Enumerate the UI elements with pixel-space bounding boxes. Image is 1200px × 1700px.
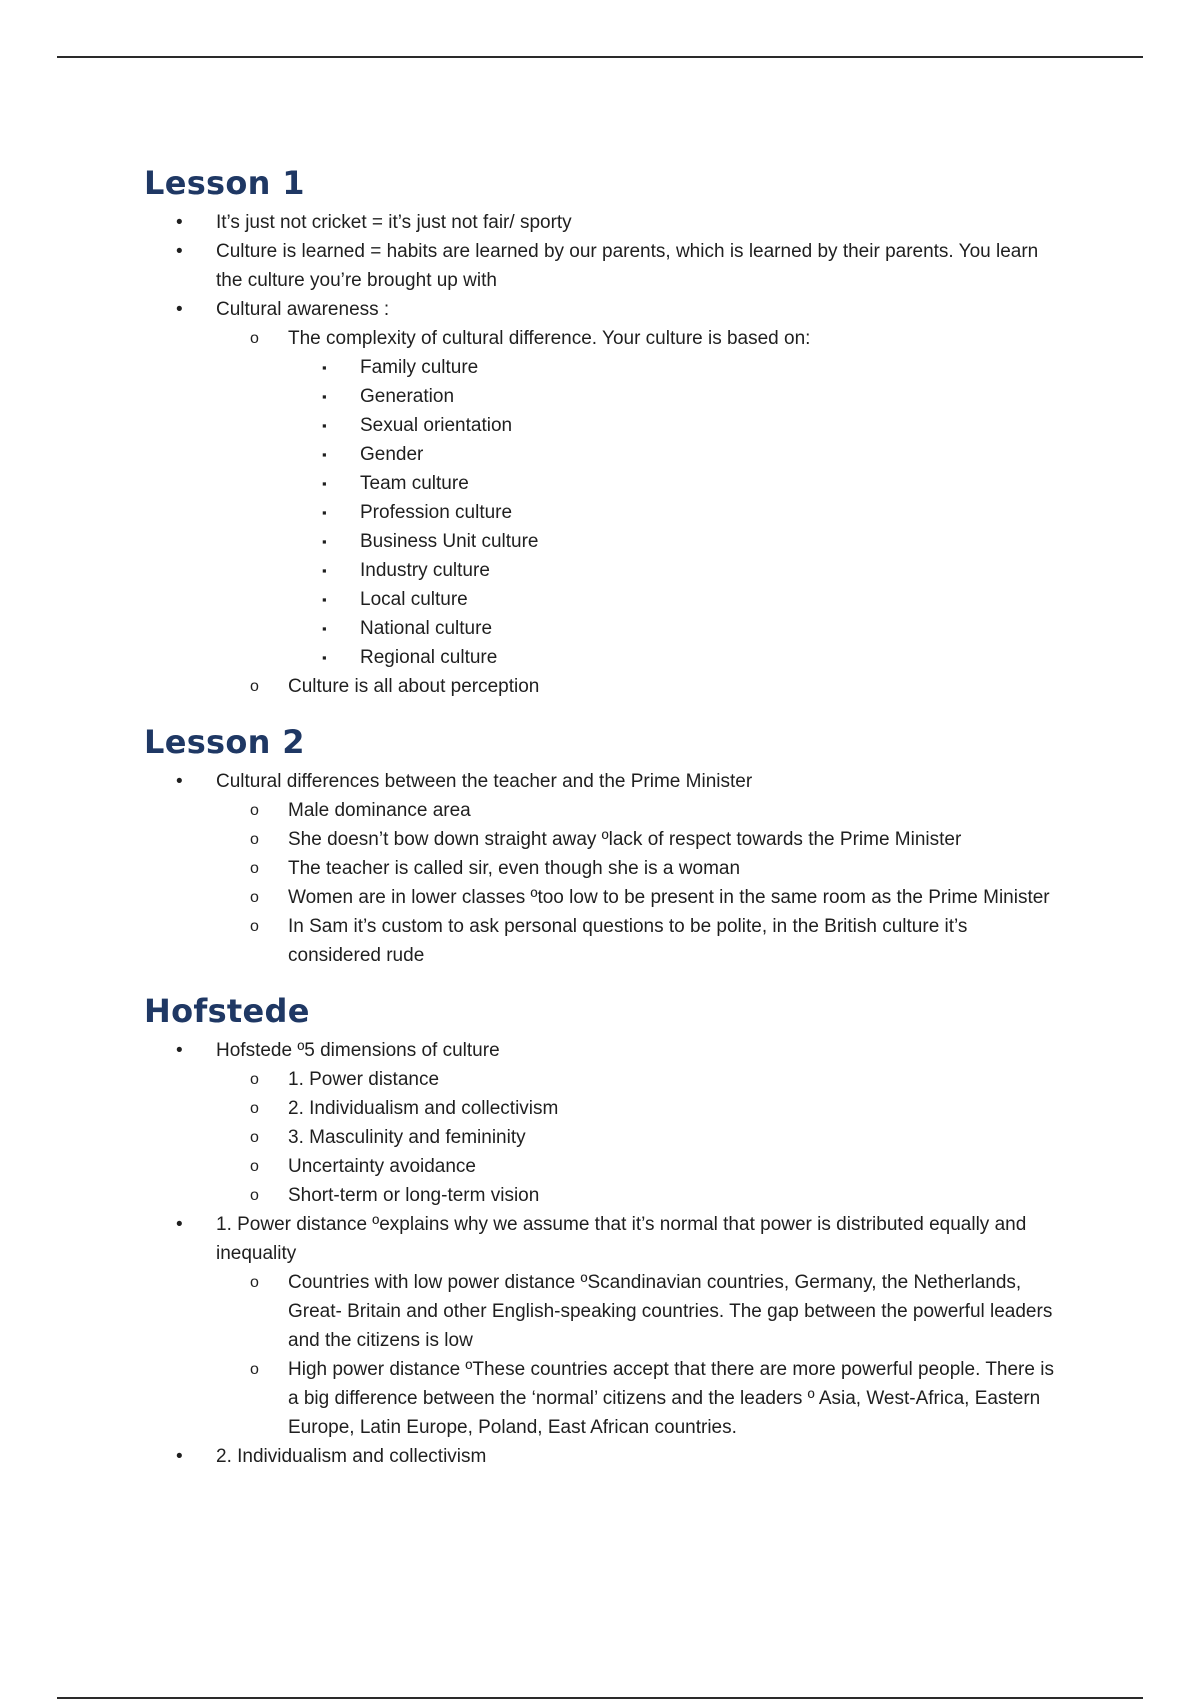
dimensions-list: [216, 1065, 1064, 1210]
circle-bullet-icon: o: [250, 1274, 259, 1291]
circle-bullet-icon: o: [250, 678, 259, 695]
heading-lesson-2: Lesson 2: [144, 723, 305, 761]
circle-bullet-icon: o: [250, 1129, 259, 1146]
list-item: • 1. Power distance ºexplains why we assume that it’s normal that power is distributed equally and inequality o Countries with low power distance ºScandinavian countries, Germany, the Netherlands, Great- Britain and other English-speaking countries. The gap between the powerful leaders and the citizens is low o High power distance ºThese countries accept that there are more powerful people. There is a big difference between the ‘normal’ citizens and the leaders º Asia, West-Africa, Eastern Europe, Latin Europe, Poland, East African countries.: [144, 1210, 1064, 1442]
list-item: ▪ Local culture: [288, 585, 1064, 614]
list-item: o Male dominance area: [216, 796, 1064, 825]
sublist: [216, 324, 1064, 701]
square-bullet-icon: ▪: [322, 476, 327, 491]
circle-bullet-icon: o: [250, 1100, 259, 1117]
square-bullet-icon: ▪: [322, 534, 327, 549]
list-item: • 2. Individualism and collectivism: [144, 1442, 1064, 1471]
list-item: ▪ Family culture: [288, 353, 1064, 382]
square-bullet-icon: ▪: [322, 389, 327, 404]
circle-bullet-icon: o: [250, 802, 259, 819]
list-item: • Hofstede º5 dimensions of culture o 1. Power distance o 2. Individualism and collectivism o 3. Masculinity and femininity o Uncertainty avoidance o Short-term or long-term vision: [144, 1036, 1064, 1210]
bullet-icon: •: [176, 1214, 183, 1235]
lesson-1-list: [144, 208, 1064, 701]
list-item: o The teacher is called sir, even though she is a woman: [216, 854, 1064, 883]
square-bullet-icon: ▪: [322, 360, 327, 375]
circle-bullet-icon: o: [250, 1187, 259, 1204]
list-item: o Countries with low power distance ºScandinavian countries, Germany, the Netherlands, Great- Britain and other English-speaking countries. The gap between the powerful leaders and the citizens is low: [216, 1268, 1064, 1355]
square-bullet-icon: ▪: [322, 418, 327, 433]
document-body: [144, 160, 1064, 1471]
square-bullet-icon: ▪: [322, 592, 327, 607]
list-item: • Cultural differences between the teacher and the Prime Minister o Male dominance area o She doesn’t bow down straight away ºlack of respect towards the Prime Minister o The teacher is called sir, even though she is a woman o Women are in lower classes ºtoo low to be present in the same room as the Prime Minister o In Sam it’s custom to ask personal questions to be polite, in the British culture it’s considered rude: [144, 767, 1064, 970]
circle-bullet-icon: o: [250, 860, 259, 877]
lesson-2-list: [144, 767, 1064, 970]
square-bullet-icon: ▪: [322, 447, 327, 462]
list-item: o She doesn’t bow down straight away ºlack of respect towards the Prime Minister: [216, 825, 1064, 854]
list-item: o 2. Individualism and collectivism: [216, 1094, 1064, 1123]
top-rule: [57, 56, 1143, 58]
heading-lesson-1: Lesson 1: [144, 164, 305, 202]
list-item: ▪ Profession culture: [288, 498, 1064, 527]
list-item: • Cultural awareness : o The complexity of cultural difference. Your culture is based on: ▪ Family culture ▪ Generation ▪ Sexual orientation ▪ Gender ▪ Team culture ▪ Profession culture ▪ Business Unit culture ▪ Industry culture ▪ Local culture ▪ National culture ▪ Regional culture o Culture is all about perception: [144, 295, 1064, 701]
square-bullet-icon: ▪: [322, 563, 327, 578]
heading-hofstede: Hofstede: [144, 992, 310, 1030]
list-item: o 3. Masculinity and femininity: [216, 1123, 1064, 1152]
bullet-icon: •: [176, 1446, 183, 1467]
bullet-icon: •: [176, 241, 183, 262]
list-item: o High power distance ºThese countries accept that there are more powerful people. There is a big difference between the ‘normal’ citizens and the leaders º Asia, West-Africa, Eastern Europe, Latin Europe, Poland, East African countries.: [216, 1355, 1064, 1442]
sublist: [216, 796, 1064, 970]
square-bullet-icon: ▪: [322, 650, 327, 665]
bullet-icon: •: [176, 1040, 183, 1061]
list-item: • It’s just not cricket = it’s just not fair/ sporty: [144, 208, 1064, 237]
list-item: o Uncertainty avoidance: [216, 1152, 1064, 1181]
list-item: ▪ Industry culture: [288, 556, 1064, 585]
power-distance-list: [216, 1268, 1064, 1442]
list-item: ▪ Business Unit culture: [288, 527, 1064, 556]
list-item: o 1. Power distance: [216, 1065, 1064, 1094]
list-item: o In Sam it’s custom to ask personal questions to be polite, in the British culture it’s considered rude: [216, 912, 1064, 970]
bullet-icon: •: [176, 771, 183, 792]
list-item: ▪ Generation: [288, 382, 1064, 411]
circle-bullet-icon: o: [250, 330, 259, 347]
square-bullet-icon: ▪: [322, 505, 327, 520]
circle-bullet-icon: o: [250, 1361, 259, 1378]
list-item: ▪ Regional culture: [288, 643, 1064, 672]
circle-bullet-icon: o: [250, 831, 259, 848]
circle-bullet-icon: o: [250, 1071, 259, 1088]
list-item: o The complexity of cultural difference. Your culture is based on: ▪ Family culture ▪ Generation ▪ Sexual orientation ▪ Gender ▪ Team culture ▪ Profession culture ▪ Business Unit culture ▪ Industry culture ▪ Local culture ▪ National culture ▪ Regional culture: [216, 324, 1064, 672]
list-item: • Culture is learned = habits are learned by our parents, which is learned by their parents. You learn the culture you’re brought up with: [144, 237, 1064, 295]
bullet-icon: •: [176, 212, 183, 233]
list-item: o Women are in lower classes ºtoo low to be present in the same room as the Prime Minister: [216, 883, 1064, 912]
bullet-icon: •: [176, 299, 183, 320]
list-item: ▪ Gender: [288, 440, 1064, 469]
list-item: o Culture is all about perception: [216, 672, 1064, 701]
culture-basis-list: [288, 353, 1064, 672]
list-item: ▪ Sexual orientation: [288, 411, 1064, 440]
circle-bullet-icon: o: [250, 1158, 259, 1175]
list-item: ▪ Team culture: [288, 469, 1064, 498]
bottom-rule: [57, 1697, 1143, 1699]
square-bullet-icon: ▪: [322, 621, 327, 636]
hofstede-list: [144, 1036, 1064, 1471]
circle-bullet-icon: o: [250, 889, 259, 906]
list-item: o Short-term or long-term vision: [216, 1181, 1064, 1210]
list-item: ▪ National culture: [288, 614, 1064, 643]
circle-bullet-icon: o: [250, 918, 259, 935]
